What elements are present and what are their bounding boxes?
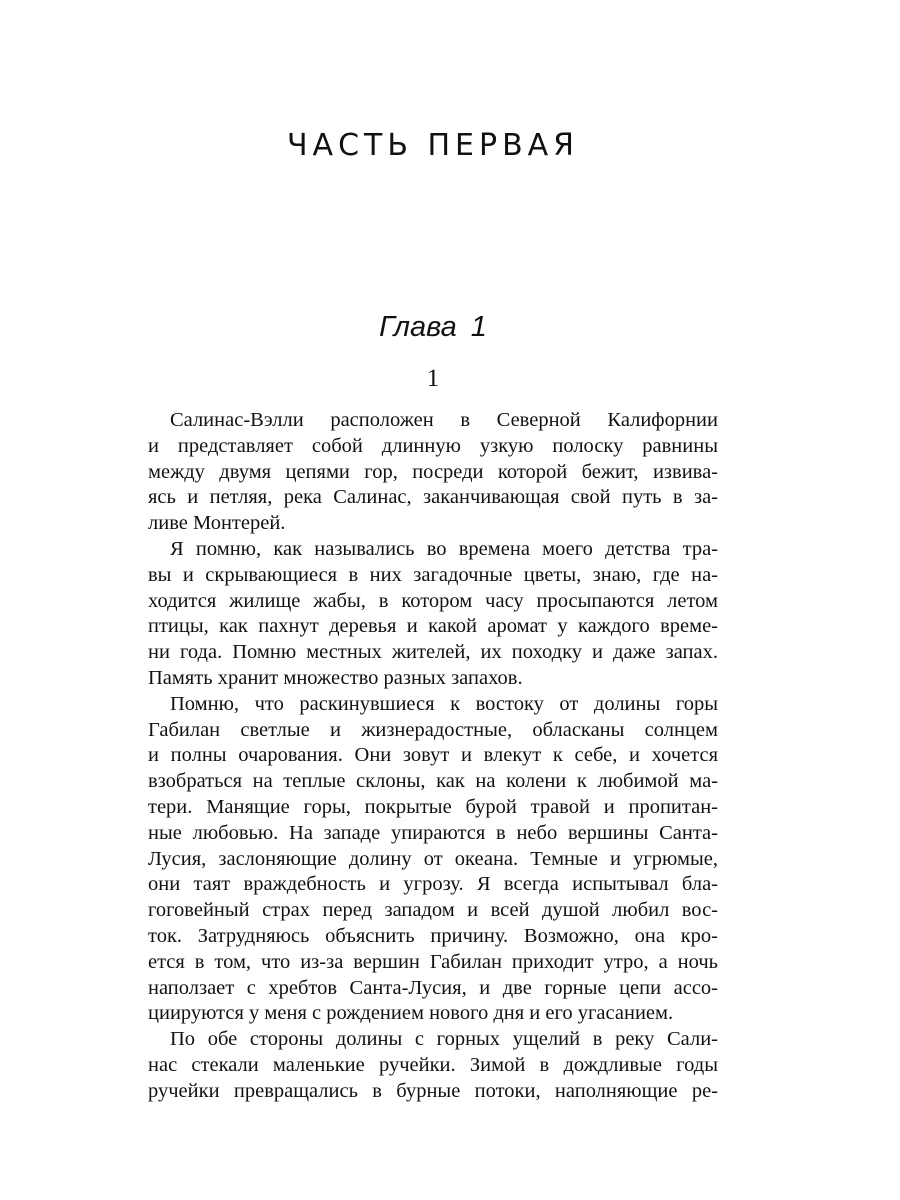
text-line: они таят враждебность и угрозу. Я всегда испытывал бла- (148, 873, 718, 896)
text-line: ходится жилище жабы, в котором часу просыпаются летом (148, 589, 718, 612)
text-line: Салинас-Вэлли расположен в Северной Калифорнии (170, 409, 718, 431)
text-line: Лусия, заслоняющие долину от океана. Темные и угрюмые, (148, 847, 718, 870)
chapter-title (0, 311, 866, 344)
text-line: и полны очарования. Они зовут и влекут к себе, и хочется (148, 744, 718, 767)
text-line: Память хранит множество разных запахов. (148, 666, 523, 689)
text-line: ток. Затрудняюсь объяснить причину. Возможно, она кро- (148, 924, 718, 947)
text-line: взобраться на теплые склоны, как на колени к любимой ма- (148, 770, 718, 793)
chapter-word: Глава (379, 311, 457, 343)
text-line: ливе Монтерей. (148, 512, 286, 535)
text-line: и представляет собой длинную узкую полоску равнины (148, 434, 718, 457)
text-line: ручейки превращались в бурные потоки, наполняющие ре- (148, 1079, 718, 1102)
text-line: нас стекали маленькие ручейки. Зимой в дождливые годы (148, 1053, 718, 1076)
text-line: тери. Манящие горы, покрытые бурой травой и пропитан- (148, 795, 718, 818)
paragraph (148, 408, 718, 537)
text-line: гоговейный страх перед западом и всей душой любил вос- (148, 899, 718, 922)
text-line: ные любовью. На западе упираются в небо вершины Санта- (148, 821, 718, 844)
text-line: ется в том, что из-за вершин Габилан приходит утро, а ночь (148, 950, 718, 973)
body-text (148, 408, 718, 1105)
text-line: ни года. Помню местных жителей, их походку и даже запах. (148, 641, 718, 664)
text-line: вы и скрывающиеся в них загадочные цветы, знаю, где на- (148, 563, 718, 586)
part-title: ЧАСТЬ ПЕРВАЯ (286, 128, 580, 163)
text-line: наползает с хребтов Санта-Лусия, и две горные цепи ассо- (148, 976, 718, 999)
paragraph (148, 1027, 718, 1104)
chapter-number: 1 (470, 311, 487, 343)
section-number: 1 (426, 365, 440, 392)
text-line: По обе стороны долины с горных ущелий в реку Сали- (170, 1028, 718, 1051)
paragraph (148, 692, 718, 1027)
text-line: Габилан светлые и жизнерадостные, обласканы солнцем (148, 718, 718, 741)
text-line: Помню, что раскинувшиеся к востоку от долины горы (170, 692, 718, 715)
paragraph (148, 537, 718, 692)
text-line: циируются у меня с рождением нового дня и его угасанием. (148, 1002, 674, 1025)
text-line: ясь и петляя, река Салинас, заканчивающая свой путь в за- (148, 486, 718, 509)
text-line: птицы, как пахнут деревья и какой аромат у каждого време- (148, 615, 718, 638)
text-line: между двумя цепями гор, посреди которой бежит, извива- (148, 460, 718, 483)
text-line: Я помню, как назывались во времена моего детства тра- (170, 537, 718, 560)
